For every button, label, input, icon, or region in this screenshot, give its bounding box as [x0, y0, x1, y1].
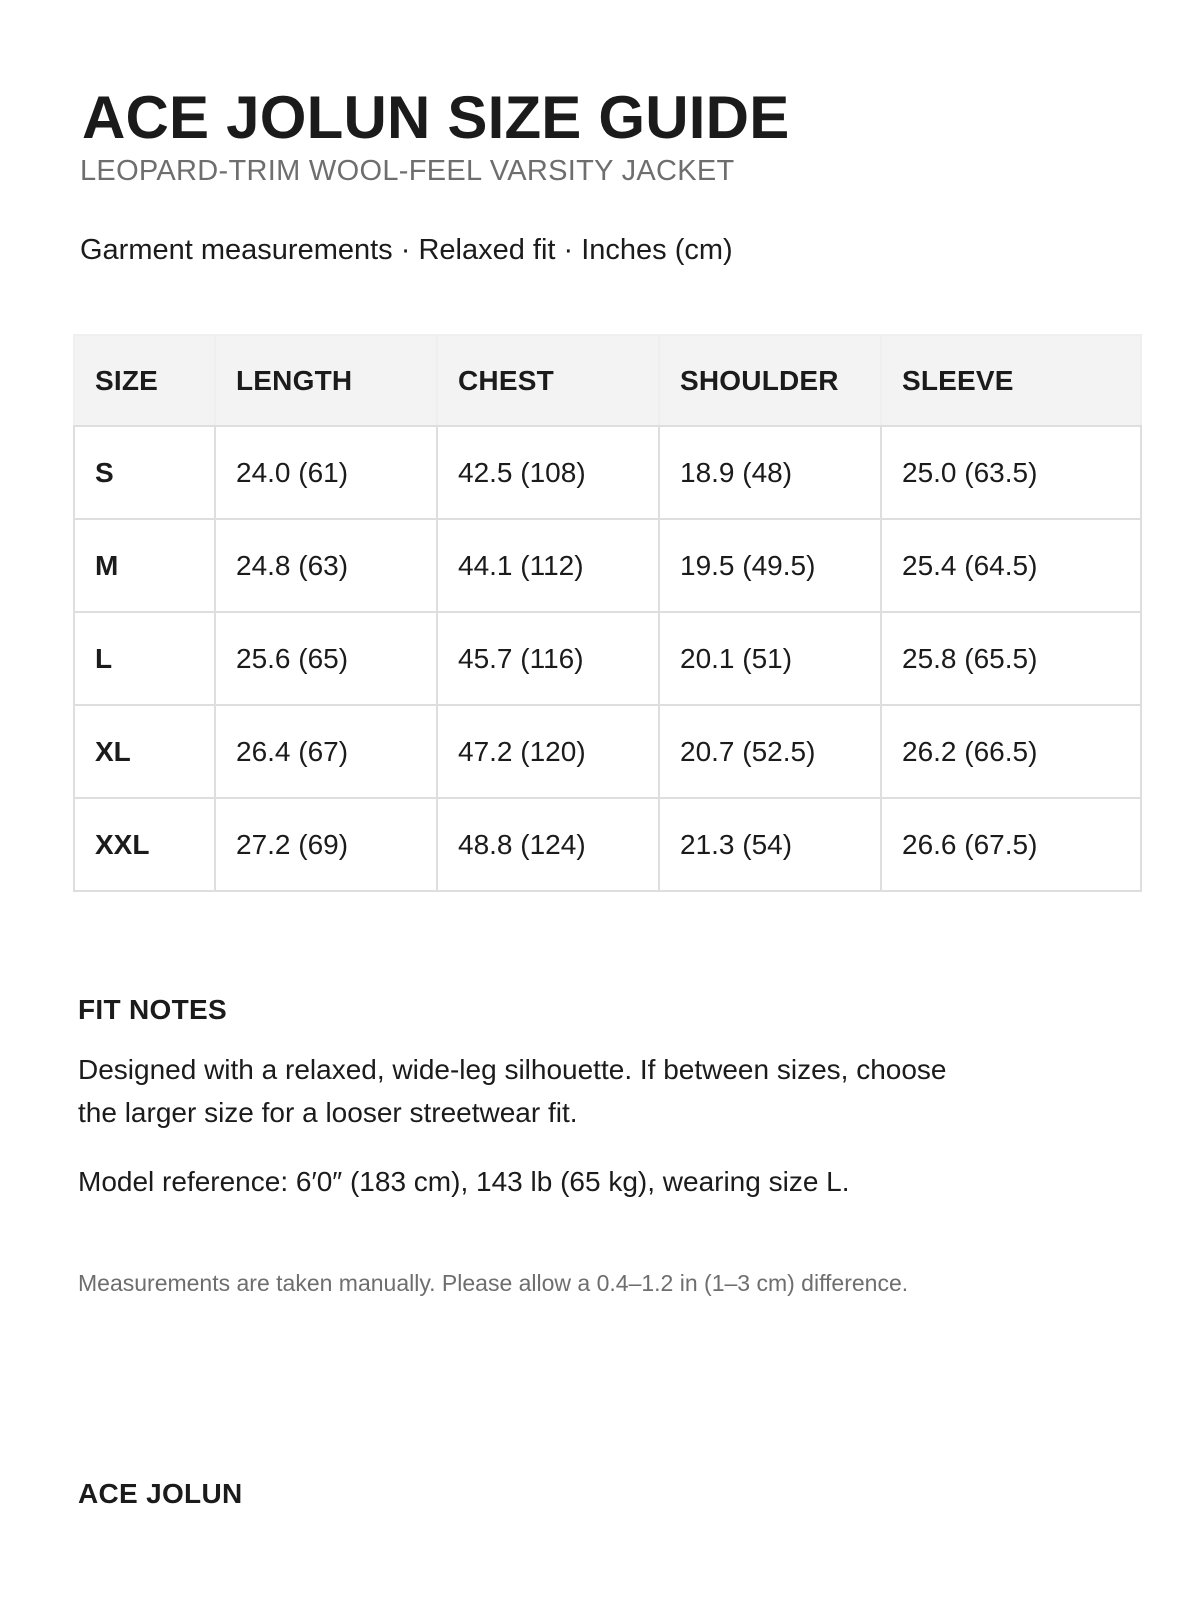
- measurement-disclaimer: Measurements are taken manually. Please allow a 0.4–1.2 in (1–3 cm) difference.: [78, 1270, 909, 1296]
- page-title: ACE JOLUN SIZE GUIDE: [82, 84, 790, 151]
- sleeve-cell: 26.6 (67.5): [881, 798, 1141, 891]
- sleeve-cell: 26.2 (66.5): [881, 705, 1141, 798]
- sleeve-cell: 25.0 (63.5): [881, 426, 1141, 519]
- size-cell: XXL: [74, 798, 215, 891]
- size-table-body: [74, 426, 1141, 891]
- sleeve-cell: 25.8 (65.5): [881, 612, 1141, 705]
- size-cell: L: [74, 612, 215, 705]
- chest-cell: 45.7 (116): [437, 612, 659, 705]
- header-length: LENGTH: [215, 335, 437, 426]
- shoulder-cell: 20.1 (51): [659, 612, 881, 705]
- table-row: [74, 612, 1141, 705]
- header-chest: CHEST: [437, 335, 659, 426]
- header-sleeve: SLEEVE: [881, 335, 1141, 426]
- table-row: [74, 519, 1141, 612]
- shoulder-cell: 19.5 (49.5): [659, 519, 881, 612]
- sleeve-cell: 25.4 (64.5): [881, 519, 1141, 612]
- chest-cell: 44.1 (112): [437, 519, 659, 612]
- fit-notes-heading: FIT NOTES: [78, 994, 227, 1025]
- fit-notes-text: Designed with a relaxed, wide-leg silhouette. If between sizes, choose the larger size for a looser streetwear fit.: [78, 1054, 947, 1128]
- header-row: [74, 335, 1141, 426]
- size-cell: XL: [74, 705, 215, 798]
- footer-brand: ACE JOLUN: [78, 1478, 243, 1509]
- size-table: [73, 334, 1142, 892]
- chest-cell: 42.5 (108): [437, 426, 659, 519]
- table-row: [74, 426, 1141, 519]
- table-row: [74, 798, 1141, 891]
- chest-cell: 48.8 (124): [437, 798, 659, 891]
- chest-cell: 47.2 (120): [437, 705, 659, 798]
- size-table-header: [74, 335, 1141, 426]
- length-cell: 24.0 (61): [215, 426, 437, 519]
- measurement-info: Garment measurements · Relaxed fit · Inches (cm): [80, 234, 733, 266]
- header-shoulder: SHOULDER: [659, 335, 881, 426]
- shoulder-cell: 18.9 (48): [659, 426, 881, 519]
- length-cell: 24.8 (63): [215, 519, 437, 612]
- shoulder-cell: 21.3 (54): [659, 798, 881, 891]
- size-cell: S: [74, 426, 215, 519]
- length-cell: 25.6 (65): [215, 612, 437, 705]
- header-size: SIZE: [74, 335, 215, 426]
- model-reference-text: Model reference: 6′0″ (183 cm), 143 lb (65 kg), wearing size L.: [78, 1166, 850, 1197]
- length-cell: 27.2 (69): [215, 798, 437, 891]
- shoulder-cell: 20.7 (52.5): [659, 705, 881, 798]
- table-row: [74, 705, 1141, 798]
- size-cell: M: [74, 519, 215, 612]
- length-cell: 26.4 (67): [215, 705, 437, 798]
- product-subtitle: LEOPARD-TRIM WOOL-FEEL VARSITY JACKET: [80, 155, 735, 187]
